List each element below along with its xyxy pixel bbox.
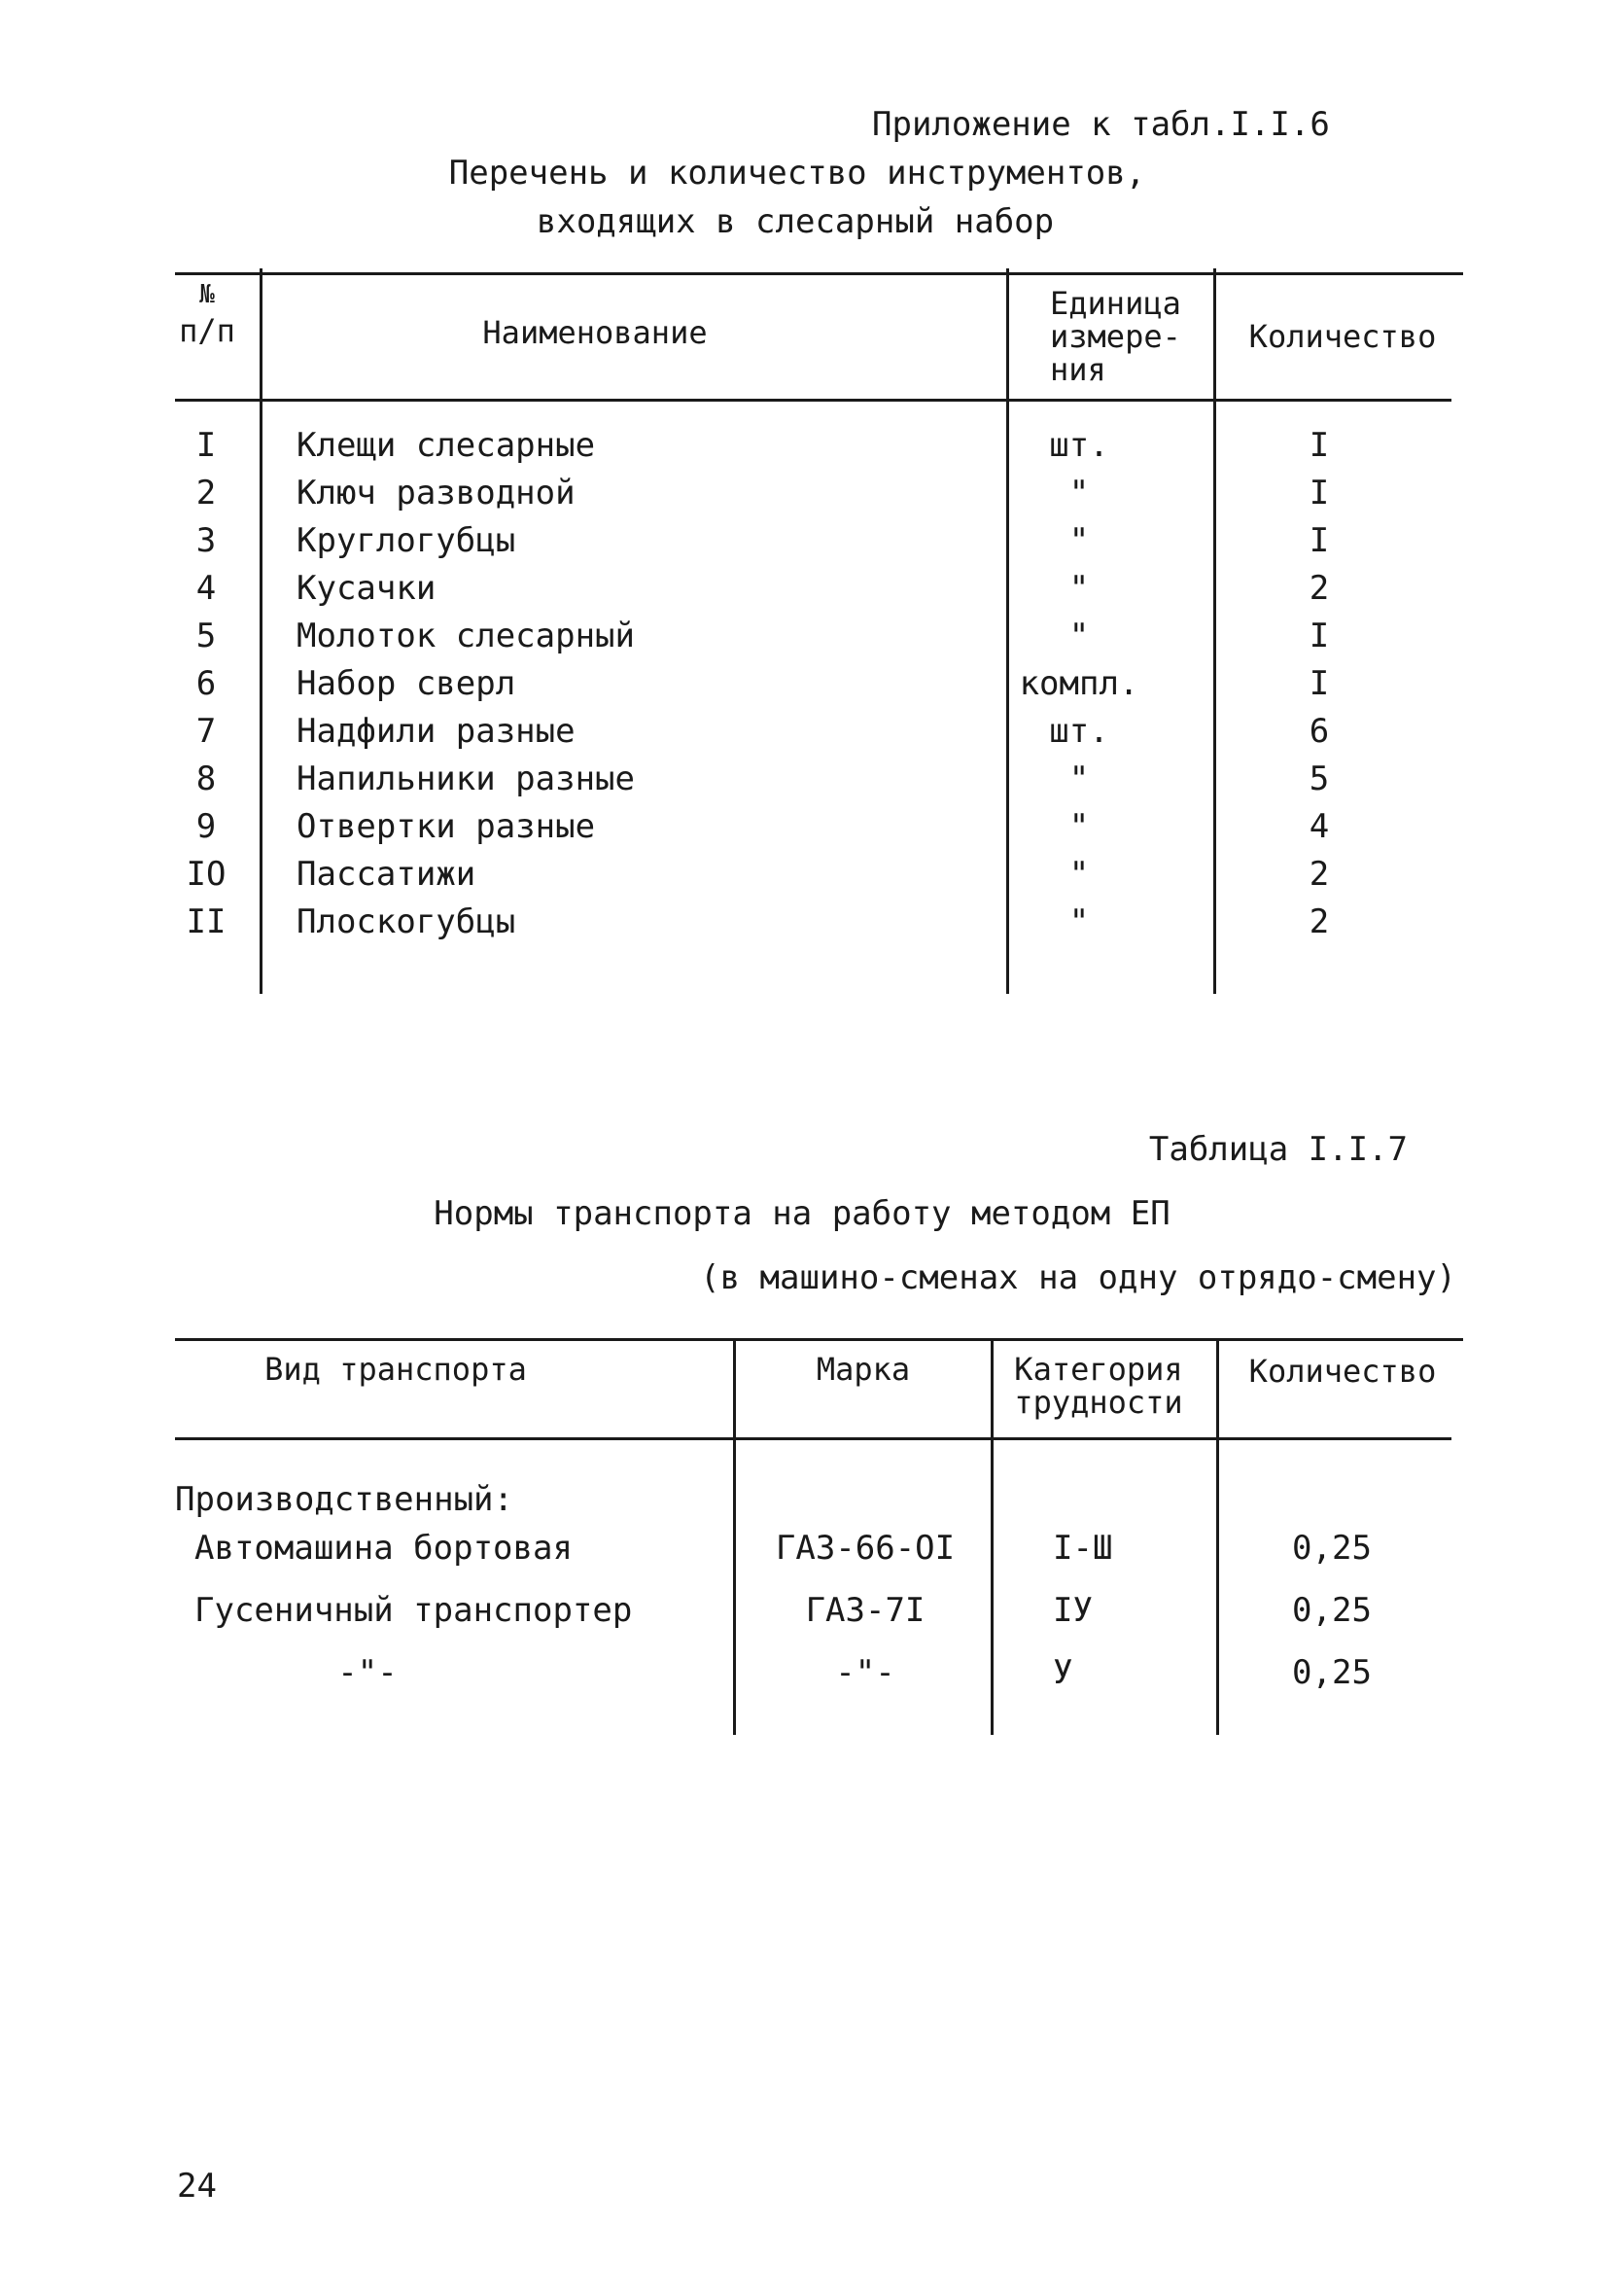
row-category: I-Ш: [1053, 1529, 1113, 1568]
table1-header-unit-line3: ния: [1050, 351, 1106, 388]
table-row: [0, 855, 1607, 902]
row-num: 4: [195, 569, 217, 608]
row-unit: ": [1068, 807, 1090, 846]
row-qty: 2: [1309, 902, 1330, 941]
row-qty: 2: [1309, 855, 1330, 894]
table2-group-label: Производственный:: [175, 1480, 513, 1519]
table1-header-rule: [175, 399, 1451, 402]
table-row: [0, 902, 1607, 950]
appendix-reference: Приложение к табл.I.I.6: [872, 105, 1330, 144]
row-name: Кусачки: [297, 569, 437, 608]
row-unit: компл.: [1019, 664, 1139, 703]
row-num: 9: [195, 807, 217, 846]
table-row: [0, 1653, 1607, 1715]
row-qty: 2: [1309, 569, 1330, 608]
row-qty: 5: [1309, 759, 1330, 798]
row-unit: ": [1068, 617, 1090, 655]
row-qty: I: [1309, 521, 1330, 560]
row-num: I: [195, 426, 217, 465]
row-num: 6: [195, 664, 217, 703]
row-brand: -"-: [835, 1653, 895, 1692]
table-row: [0, 426, 1607, 474]
table1-header-unit-line1: Единица: [1050, 285, 1181, 322]
table-row: [0, 712, 1607, 759]
table1-top-rule: [175, 272, 1463, 275]
row-name: Пассатижи: [297, 855, 476, 894]
table2-header-qty: Количество: [1248, 1353, 1437, 1390]
row-qty: I: [1309, 664, 1330, 703]
row-qty: 0,25: [1292, 1529, 1372, 1568]
row-qty: 0,25: [1292, 1653, 1372, 1692]
table2-header-category-line1: Категория: [1014, 1351, 1183, 1388]
row-qty: I: [1309, 426, 1330, 465]
row-category: У: [1053, 1653, 1073, 1692]
table2-subtitle: (в машино-сменах на одну отрядо-смену): [700, 1258, 1456, 1297]
row-type: Гусеничный транспортер: [194, 1591, 633, 1630]
row-type: -"-: [337, 1653, 398, 1692]
table-row: [0, 807, 1607, 855]
row-name: Набор сверл: [297, 664, 516, 703]
row-qty: 4: [1309, 807, 1330, 846]
row-num: IO: [186, 855, 227, 894]
row-name: Надфили разные: [297, 712, 576, 751]
row-category: IУ: [1053, 1591, 1093, 1630]
table1-header-unit-line2: измере-: [1050, 318, 1181, 355]
row-name: Круглогубцы: [297, 521, 516, 560]
table-row: [0, 664, 1607, 712]
table2-header-category-line2: трудности: [1014, 1384, 1183, 1421]
table2-header-rule: [175, 1437, 1451, 1440]
row-num: II: [186, 902, 227, 941]
row-unit: ": [1068, 902, 1090, 941]
row-num: 7: [195, 712, 217, 751]
row-qty: 0,25: [1292, 1591, 1372, 1630]
row-unit: ": [1068, 855, 1090, 894]
row-num: 8: [195, 759, 217, 798]
table2-label: Таблица I.I.7: [1148, 1130, 1408, 1169]
row-num: 2: [195, 474, 217, 512]
row-unit: шт.: [1049, 712, 1109, 751]
table1-header-qty: Количество: [1248, 318, 1437, 355]
row-name: Отвертки разные: [297, 807, 596, 846]
row-unit: ": [1068, 474, 1090, 512]
row-num: 5: [195, 617, 217, 655]
row-unit: ": [1068, 569, 1090, 608]
page-number: 24: [177, 2167, 217, 2206]
table1-header-name: Наименование: [482, 314, 708, 351]
table-row: [0, 521, 1607, 569]
table2-top-rule: [175, 1338, 1463, 1341]
table1-header-num: п/п: [179, 312, 235, 349]
table1-title-line2: входящих в слесарный набор: [536, 202, 1055, 241]
row-unit: ": [1068, 521, 1090, 560]
table-row: [0, 1529, 1607, 1591]
row-qty: 6: [1309, 712, 1330, 751]
table-row: [0, 569, 1607, 617]
row-brand: ГАЗ-66-OI: [775, 1529, 956, 1568]
table2-title: Нормы транспорта на работу методом ЕП: [434, 1194, 1170, 1233]
table-row: [0, 474, 1607, 521]
table-row: [0, 1591, 1607, 1653]
table1-title-line1: Перечень и количество инструментов,: [448, 154, 1146, 193]
row-qty: I: [1309, 474, 1330, 512]
row-name: Плоскогубцы: [297, 902, 516, 941]
table2-header-brand: Марка: [816, 1351, 911, 1388]
table2-header-type: Вид транспорта: [264, 1351, 527, 1388]
row-name: Клещи слесарные: [297, 426, 596, 465]
row-name: Ключ разводной: [297, 474, 576, 512]
table-row: [0, 617, 1607, 664]
table-row: [0, 759, 1607, 807]
row-unit: шт.: [1049, 426, 1109, 465]
row-unit: ": [1068, 759, 1090, 798]
table1-header-num-symbol: №: [199, 280, 215, 309]
row-num: 3: [195, 521, 217, 560]
row-name: Молоток слесарный: [297, 617, 635, 655]
row-name: Напильники разные: [297, 759, 635, 798]
row-brand: ГАЗ-7I: [805, 1591, 926, 1630]
row-type: Автомашина бортовая: [194, 1529, 573, 1568]
row-qty: I: [1309, 617, 1330, 655]
